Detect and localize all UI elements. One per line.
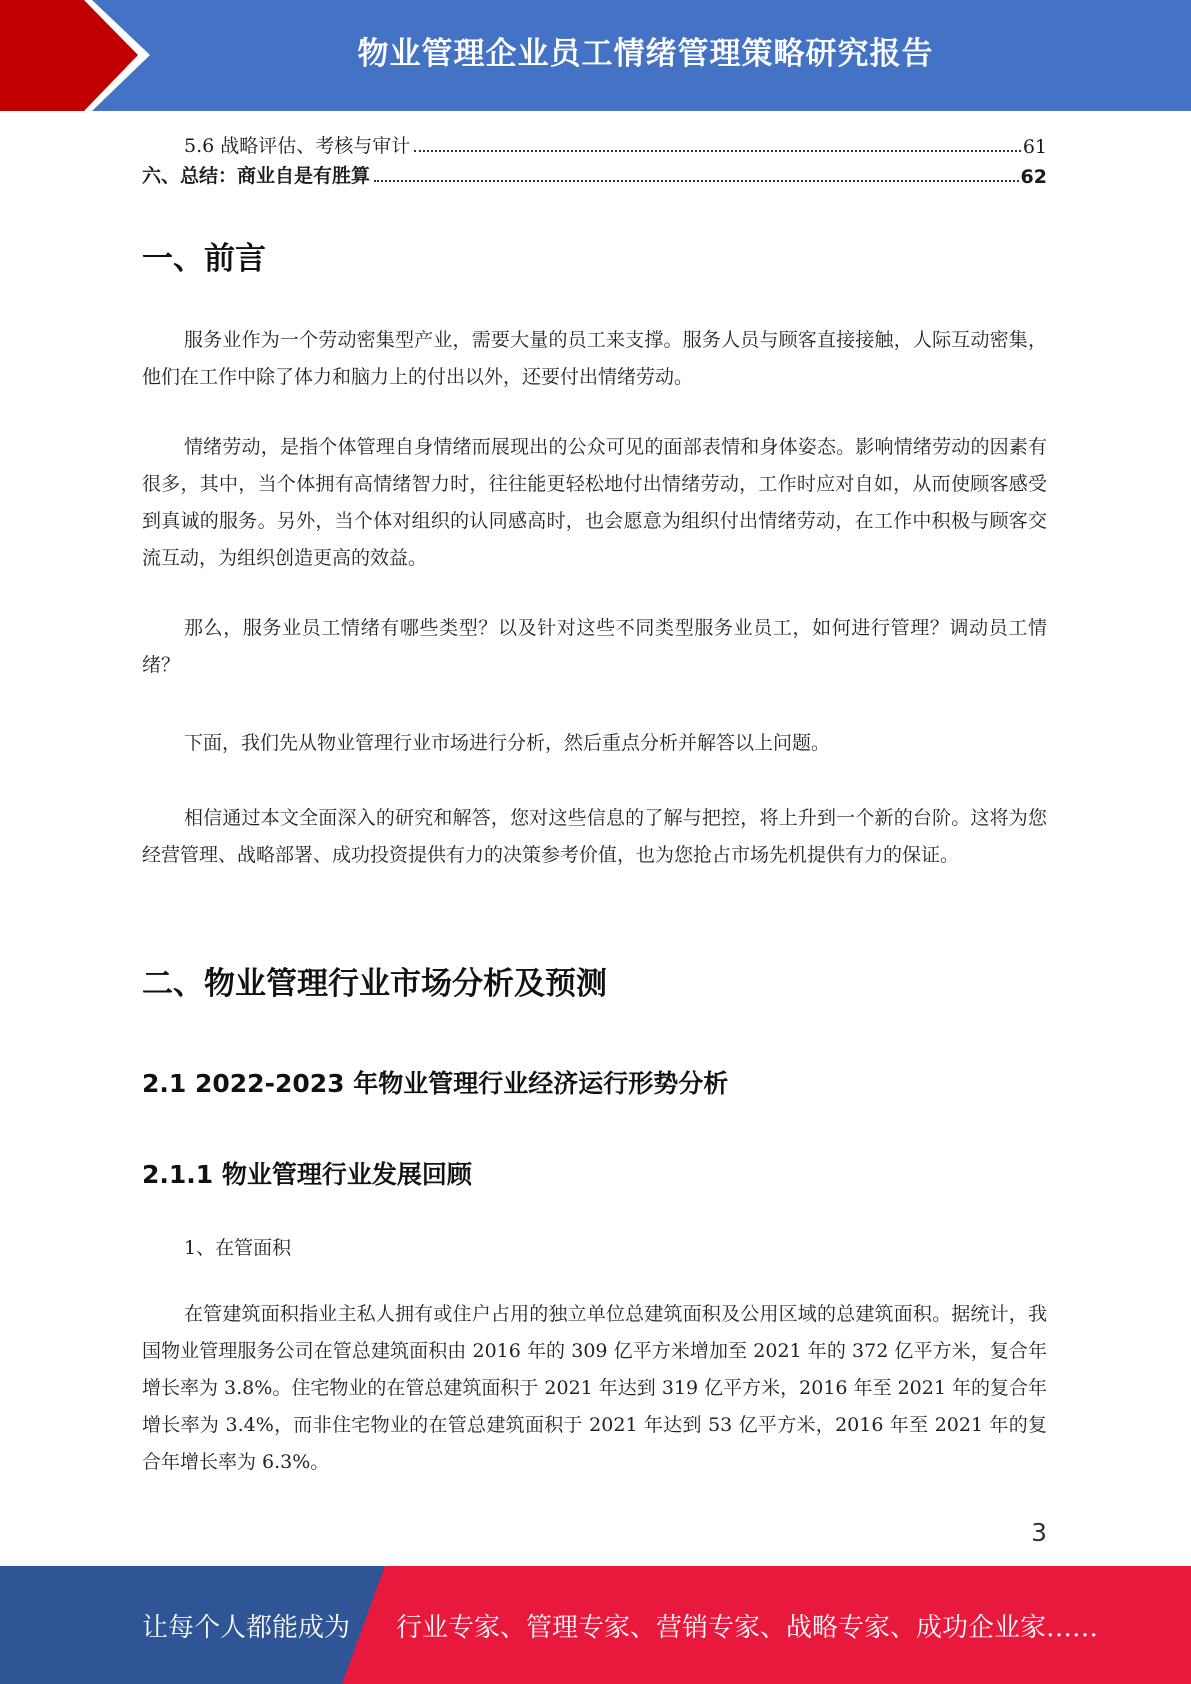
page-footer (0, 1566, 1191, 1684)
section-heading-market-analysis: 二、物业管理行业市场分析及预测 (142, 966, 607, 1002)
subsection-heading-2-1: 2.1 2022-2023 年物业管理行业经济运行形势分析 (142, 1069, 729, 1098)
paragraph: 那么，服务业员工情绪有哪些类型？以及针对这些不同类型服务业员工，如何进行管理？调动员工情绪？ (142, 617, 1047, 676)
toc-entry[interactable] (142, 128, 1047, 158)
paragraph: 服务业作为一个劳动密集型产业，需要大量的员工来支撑。服务人员与顾客直接接触，人际互动密集，他们在工作中除了体力和脑力上的付出以外，还要付出情绪劳动。 (142, 329, 1047, 388)
header-arrow-decoration (0, 0, 160, 111)
list-item-heading: 1、在管面积 (184, 1237, 292, 1259)
toc-entry-label: 六、总结：商业自是有胜算 (142, 165, 371, 187)
paragraph: 下面，我们先从物业管理行业市场进行分析，然后重点分析并解答以上问题。 (184, 732, 831, 754)
paragraph: 相信通过本文全面深入的研究和解答，您对这些信息的了解与把控，将上升到一个新的台阶。这将为您经营管理、战略部署、成功投资提供有力的决策参考价值，也为您抢占市场先机提供有力的保证。 (142, 807, 1047, 866)
toc-entry-page: 62 (1020, 166, 1047, 188)
toc-leader-dots (414, 150, 1021, 152)
report-title: 物业管理企业员工情绪管理策略研究报告 (357, 35, 934, 72)
paragraph: 情绪劳动，是指个体管理自身情绪而展现出的公众可见的面部表情和身体姿态。影响情绪劳动的因素有很多，其中，当个体拥有高情绪智力时，往往能更轻松地付出情绪劳动，工作时应对自如，从而使顾客感受到真诚的服务。另外，当个体对组织的认同感高时，也会愿意为组织付出情绪劳动，在工作中积极与顾客交流互动，为组织创造更高的效益。 (142, 436, 1047, 569)
section-heading-preface: 一、前言 (142, 241, 266, 277)
page-header (0, 0, 1191, 111)
page-number: 3 (1031, 1518, 1047, 1547)
footer-slogan-right: 行业专家、管理专家、营销专家、战略专家、成功企业家…… (396, 1612, 1099, 1643)
paragraph: 在管建筑面积指业主私人拥有或住户占用的独立单位总建筑面积及公用区域的总建筑面积。据统计，我国物业管理服务公司在管总建筑面积由 2016 年的 309 亿平方米增加至 2021 年的 372 亿平方米，复合年增长率为 3.8%。住宅物业的在管总建筑面积于 2021 年达到 319 亿平方米，2016 年至 2021 年的复合年增长率为 3.4%，而非住宅物业的在管总建筑面积于 2021 年达到 53 亿平方米，2016 年至 2021 年的复合年增长率为 6.3%。 (142, 1303, 1047, 1473)
toc-entry[interactable] (142, 158, 1047, 188)
toc-entry-page: 61 (1022, 136, 1047, 158)
subsection-heading-2-1-1: 2.1.1 物业管理行业发展回顾 (142, 1160, 472, 1189)
toc-entry-label: 5.6 战略评估、考核与审计 (184, 135, 411, 157)
footer-slogan-left: 让每个人都能成为 (142, 1612, 351, 1643)
toc-leader-dots (374, 180, 1019, 182)
